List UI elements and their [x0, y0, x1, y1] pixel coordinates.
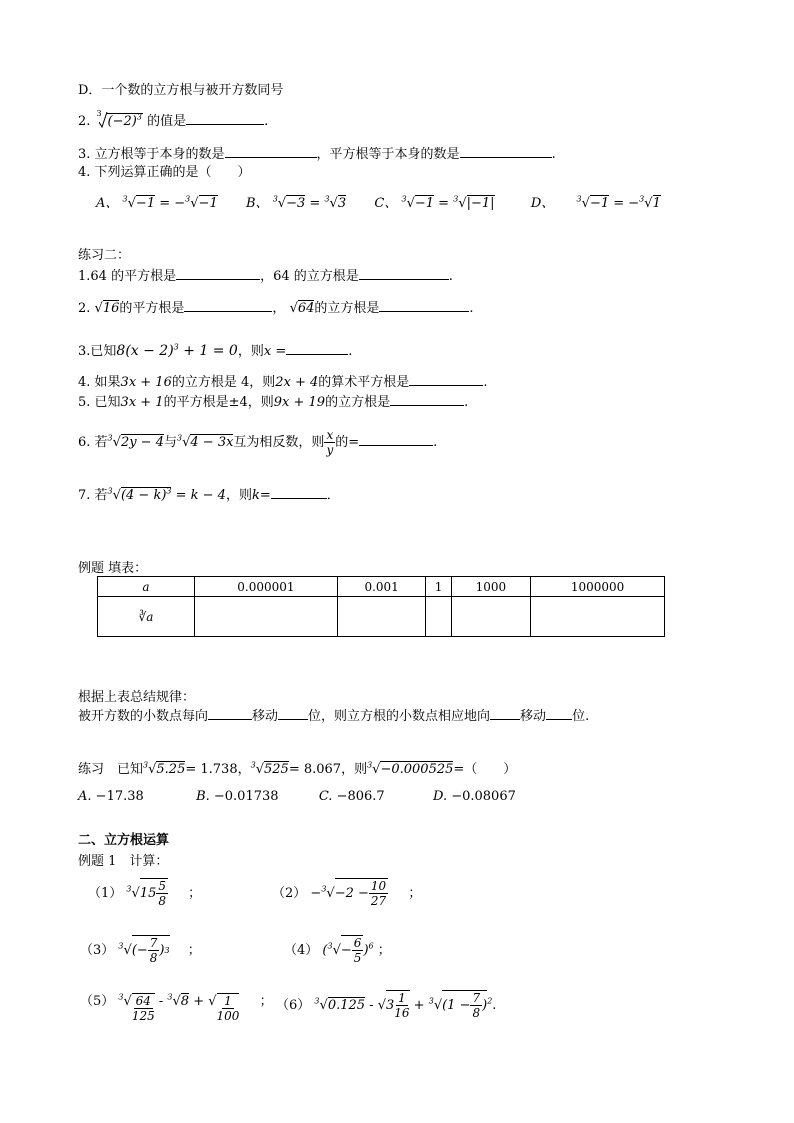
- p3-end: .: [348, 344, 353, 359]
- answer-blank: [490, 707, 520, 720]
- p7-text-c: =: [259, 488, 271, 503]
- separator: .: [492, 998, 497, 1013]
- p3-text-b: ，则: [237, 344, 264, 359]
- p5-expr-2: 9x + 19: [273, 395, 326, 410]
- p4-text-c: 的算术平方根是: [318, 375, 410, 390]
- p6-text-d: 的=: [335, 435, 360, 450]
- p6-fraction-x-y: $\frac{x}{y}$: [326, 428, 334, 457]
- table-cell-blank[interactable]: [337, 597, 426, 637]
- question-2: [78, 110, 268, 129]
- p4-text-b: 的立方根是 4，则: [171, 375, 276, 390]
- cube-root-525: $^3$√525: [250, 760, 289, 777]
- example-heading: 例题 填表：: [78, 561, 148, 576]
- p6-end: .: [433, 435, 438, 450]
- p7-var-k: k: [251, 488, 260, 503]
- calc-4-label: （4）: [284, 943, 319, 958]
- q1-option-d-text: D．一个数的立方根与被开方数同号: [78, 83, 284, 98]
- exercise-line: [78, 758, 516, 777]
- practice-2-title: [78, 244, 130, 263]
- q3-end: .: [551, 147, 556, 162]
- calc-6-label: （6）: [276, 998, 311, 1013]
- practice-2-heading: 练习二：: [78, 248, 131, 263]
- answer-blank: [225, 145, 317, 158]
- q4-option-a-label: A、: [96, 196, 119, 211]
- p6-expr-1: $^3$√2y − 4: [107, 433, 164, 450]
- p2-text-a: 的平方根是: [119, 301, 185, 316]
- q2-text: 的值是: [147, 114, 187, 129]
- answer-blank: [286, 342, 348, 355]
- sqrt-16: √16: [94, 301, 120, 316]
- calc-5-label: （5）: [80, 994, 115, 1009]
- p1-text-a: 1.64 的平方根是: [78, 269, 177, 284]
- q4-option-c-label: C、: [374, 196, 398, 211]
- calc-1-label: （1）: [88, 886, 123, 901]
- exercise-option-c-value: −806.7: [336, 789, 385, 804]
- practice-2-q1: [78, 265, 453, 284]
- answer-blank: [184, 299, 272, 312]
- p5-text-a: 5. 已知: [78, 395, 121, 410]
- section-2-heading: 二、立方根运算: [78, 833, 170, 848]
- exercise-option-a-value: −17.38: [95, 789, 144, 804]
- rule-text-a: 被开方数的小数点每向: [78, 709, 209, 724]
- exercise-option-d-label: D.: [432, 789, 448, 804]
- separator: ；: [259, 994, 273, 1009]
- practice-2-q7: [78, 484, 340, 503]
- exercise-option-d-value: −0.08067: [451, 789, 516, 804]
- fill-table: [97, 576, 665, 637]
- p2-number: 2.: [78, 301, 91, 316]
- example-1-heading: 例题 1 计算：: [78, 854, 169, 869]
- table-header-cell: 0.000001: [195, 577, 338, 597]
- calc-4-expr: ($^3$√− $\frac{6}{5}$ )$^6$: [322, 936, 374, 965]
- rule-text: [78, 705, 589, 724]
- answer-blank: [359, 433, 433, 446]
- table-header-cell: 1000: [451, 577, 531, 597]
- separator: ；: [188, 886, 202, 901]
- cube-root-expr: 3 $(-2)^3$: [96, 108, 142, 129]
- p5-end: .: [464, 395, 469, 410]
- section-2-title: [78, 829, 169, 848]
- separator: ；: [187, 943, 201, 958]
- calc-2-label: （2）: [272, 886, 307, 901]
- answer-blank: [409, 373, 483, 386]
- practice-2-q4: [78, 371, 487, 390]
- answer-blank: [176, 267, 260, 280]
- p1-text-b: ，64 的立方根是: [260, 269, 359, 284]
- exercise-text-a: 练习 已知: [78, 762, 144, 777]
- rule-text-d: 移动: [520, 709, 547, 724]
- p4-end: .: [483, 375, 488, 390]
- p2-text-c: 的立方根是: [314, 301, 380, 316]
- table-cell-blank[interactable]: [531, 597, 665, 637]
- answer-blank: [278, 707, 308, 720]
- p5-expr-1: 3x + 1: [120, 395, 164, 410]
- answer-blank: [208, 707, 252, 720]
- table-header-cell: 1: [426, 577, 451, 597]
- practice-2-q2: [78, 297, 474, 316]
- p6-text-a: 6. 若: [78, 435, 108, 450]
- p7-text-b: ，则: [225, 488, 252, 503]
- cube-root-5-25: $^3$√5.25: [143, 760, 186, 777]
- q4-option-b-expr: $^3$√−3 = $^3$√3: [272, 194, 347, 211]
- practice-2-q5: [78, 391, 468, 410]
- answer-blank: [379, 299, 469, 312]
- question-4-options: [96, 192, 661, 211]
- calc-6-expr: $^3$√0.125 - √3 $\frac{1}{16}$ + $^3$√(1 − $\frac{7}{8}$ )$^2$: [314, 991, 493, 1020]
- exercise-text-d: =（ ）: [453, 762, 517, 777]
- q2-end: .: [264, 114, 269, 129]
- p4-expr-1: 3x + 16: [120, 375, 172, 390]
- exercise-option-a-label: A.: [78, 789, 92, 804]
- example-1-title: [78, 850, 168, 869]
- p2-end: .: [469, 301, 474, 316]
- p5-text-c: 的立方根是: [325, 395, 391, 410]
- p6-text-c: 互为相反数，则: [233, 435, 325, 450]
- answer-blank: [186, 112, 264, 125]
- calc-5-expr: $^3$√ $\frac{64}{125}$ - $^3$√8 + √ $\frac{1}{100}$: [118, 992, 240, 1023]
- answer-blank: [460, 145, 552, 158]
- answer-blank: [359, 267, 449, 280]
- separator: ；: [408, 886, 422, 901]
- p4-text-a: 4. 如果: [78, 375, 121, 390]
- answer-blank: [390, 393, 464, 406]
- answer-blank: [271, 486, 327, 499]
- calc-4: [284, 935, 391, 965]
- exercise-option-b-label: B.: [196, 789, 210, 804]
- separator: ；: [377, 943, 391, 958]
- calc-3: [80, 935, 201, 965]
- calc-6: [276, 990, 496, 1020]
- p2-text-b: ，: [272, 301, 286, 316]
- exercise-option-b-value: −0.01738: [213, 789, 279, 804]
- calc-5: [80, 990, 273, 1023]
- p3-text-a: 3.已知: [78, 344, 117, 359]
- cube-root-neg-0-000525: $^3$√−0.000525: [367, 760, 454, 777]
- calc-1: [88, 878, 201, 908]
- table-header-cell: 1000000: [531, 577, 665, 597]
- table-header-cell: a: [98, 577, 195, 597]
- table-cell-blank[interactable]: [195, 597, 338, 637]
- table-row: [98, 597, 665, 637]
- p3-equation: $8(x - 2)^3 + 1 = 0$: [116, 342, 238, 359]
- exercise-option-c-label: C.: [318, 789, 333, 804]
- rule-text-b: 移动: [252, 709, 279, 724]
- table-row: [98, 577, 665, 597]
- calc-3-label: （3）: [80, 943, 115, 958]
- q4-option-d-expr: $^3$√−1 = −$^3$√1: [576, 194, 661, 211]
- practice-2-q3: [78, 340, 352, 359]
- rule-heading: 根据上表总结规律：: [78, 690, 196, 705]
- rule-text-c: 位，则立方根的小数点相应地向: [308, 709, 491, 724]
- calc-3-expr: $^3$√(− $\frac{7}{8}$ ) 3: [118, 936, 170, 965]
- p7-expr: $^3√(4 - k)^3 = k - 4$: [107, 486, 226, 503]
- p1-end: .: [448, 269, 453, 284]
- rule-title: [78, 686, 195, 705]
- q1-option-d: [78, 79, 283, 98]
- q2-number: 2.: [78, 114, 91, 129]
- p6-text-b: 与: [163, 435, 177, 450]
- p6-expr-2: $^3$√4 − 3x: [177, 433, 234, 450]
- calc-2: [272, 878, 421, 908]
- p4-expr-2: 2x + 4: [275, 375, 319, 390]
- question-4-title: [78, 161, 251, 180]
- example-title: [78, 557, 147, 576]
- q4-option-c-expr: $^3$√−1 = $^3$√|−1|: [401, 194, 495, 211]
- calc-1-expr: $^3$√15 $\frac{5}{8}$: [126, 879, 166, 908]
- calc-2-expr: −$^3$√−2 − $\frac{10}{27}$: [310, 879, 387, 908]
- table-header-cell: 0.001: [337, 577, 426, 597]
- sqrt-64: √64: [289, 301, 315, 316]
- p7-text-a: 7. 若: [78, 488, 108, 503]
- exercise-options: [78, 789, 516, 804]
- table-cell-blank[interactable]: [451, 597, 531, 637]
- q4-title: 4. 下列运算正确的是（ ）: [78, 165, 251, 180]
- exercise-text-b: = 1.738，: [185, 762, 251, 777]
- table-row-label: ∛a: [98, 597, 195, 637]
- practice-2-q6: [78, 428, 437, 457]
- q3-text-a: 3. 立方根等于本身的数是: [78, 147, 225, 162]
- exercise-text-c: = 8.067，则: [288, 762, 368, 777]
- q4-option-a-expr: $^3$√−1 = −$^3$√−1: [122, 194, 218, 211]
- q3-text-b: ，平方根等于本身的数是: [316, 147, 460, 162]
- p7-end: ．: [326, 488, 340, 503]
- p3-var-x: x =: [263, 344, 287, 359]
- q4-option-d-label: D、: [530, 196, 555, 211]
- question-3: [78, 143, 556, 162]
- q4-option-b-label: B、: [246, 196, 269, 211]
- table-cell-blank[interactable]: [426, 597, 451, 637]
- p5-text-b: 的平方根是±4，则: [163, 395, 274, 410]
- answer-blank: [546, 707, 572, 720]
- rule-text-e: 位.: [572, 709, 590, 724]
